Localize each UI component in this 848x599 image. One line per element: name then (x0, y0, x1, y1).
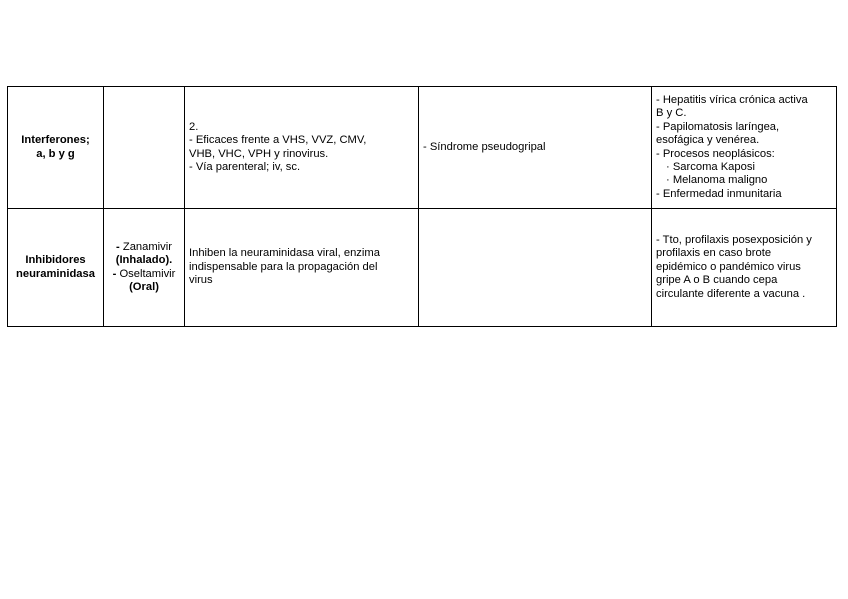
indication-line: esofágica y venérea. (656, 134, 760, 147)
drug-dash: - (116, 240, 120, 253)
mechanism-line: virus (189, 274, 213, 287)
mechanism-line: 2. (189, 120, 199, 133)
drug-class-line: Interferones; (21, 134, 90, 147)
mechanism-cell (185, 87, 419, 209)
drug-dash: - (112, 267, 117, 280)
indication-line: - Papilomatosis laríngea, (656, 120, 780, 133)
indication-line: circulante diferente a vacuna . (656, 287, 806, 300)
adverse-effect-text: - Síndrome pseudogripal (423, 140, 546, 153)
indication-sub-item (656, 174, 832, 187)
indication-line: - Enfermedad inmunitaria (656, 187, 782, 200)
drug-table (7, 86, 837, 327)
bullet-icon: · (666, 160, 670, 173)
table-row (8, 209, 837, 327)
mechanism-line: - Vía parenteral; iv, sc. (189, 160, 301, 173)
indication-line: - Tto, profilaxis posexposición y (656, 233, 812, 246)
bullet-icon: · (666, 174, 670, 187)
indications-cell (652, 87, 837, 209)
indication-line: epidémico o pandémico virus (656, 260, 801, 273)
indication-line: B y C. (656, 107, 687, 120)
drug-route: (Oral) (129, 280, 159, 293)
drug-name: Zanamivir (122, 240, 172, 253)
indication-sub-item (656, 161, 832, 174)
adverse-effects-cell (419, 209, 652, 327)
mechanism-line: VHB, VHC, VPH y rinovirus. (189, 147, 329, 160)
drugs-cell (104, 87, 185, 209)
drug-class-line: a, b y g (36, 147, 75, 160)
drug-name-line (108, 268, 180, 281)
drugs-cell (104, 209, 185, 327)
drug-name: Oseltamivir (119, 267, 176, 280)
mechanism-line: - Eficaces frente a VHS, VVZ, CMV, (189, 134, 367, 147)
drug-class-line: Inhibidores (25, 254, 86, 267)
drug-route: (Inhalado). (115, 254, 173, 267)
indication-line: gripe A o B cuando cepa (656, 274, 778, 287)
indication-sub-item-label: Sarcoma Kaposi (672, 160, 755, 173)
mechanism-cell (185, 209, 419, 327)
indication-line: - Procesos neoplásicos: (656, 147, 775, 160)
table-row (8, 87, 837, 209)
adverse-effects-cell (419, 87, 652, 209)
indication-sub-item-label: Melanoma maligno (672, 174, 768, 187)
drug-name-line (108, 241, 180, 254)
indications-cell (652, 209, 837, 327)
mechanism-line: indispensable para la propagación del (189, 260, 378, 273)
indication-line: - Hepatitis vírica crónica activa (656, 93, 808, 106)
indication-line: profilaxis en caso brote (656, 247, 772, 260)
mechanism-line: Inhiben la neuraminidasa viral, enzima (189, 247, 380, 260)
drug-class-cell (8, 209, 104, 327)
drug-class-cell (8, 87, 104, 209)
drug-class-line: neuraminidasa (16, 267, 95, 280)
